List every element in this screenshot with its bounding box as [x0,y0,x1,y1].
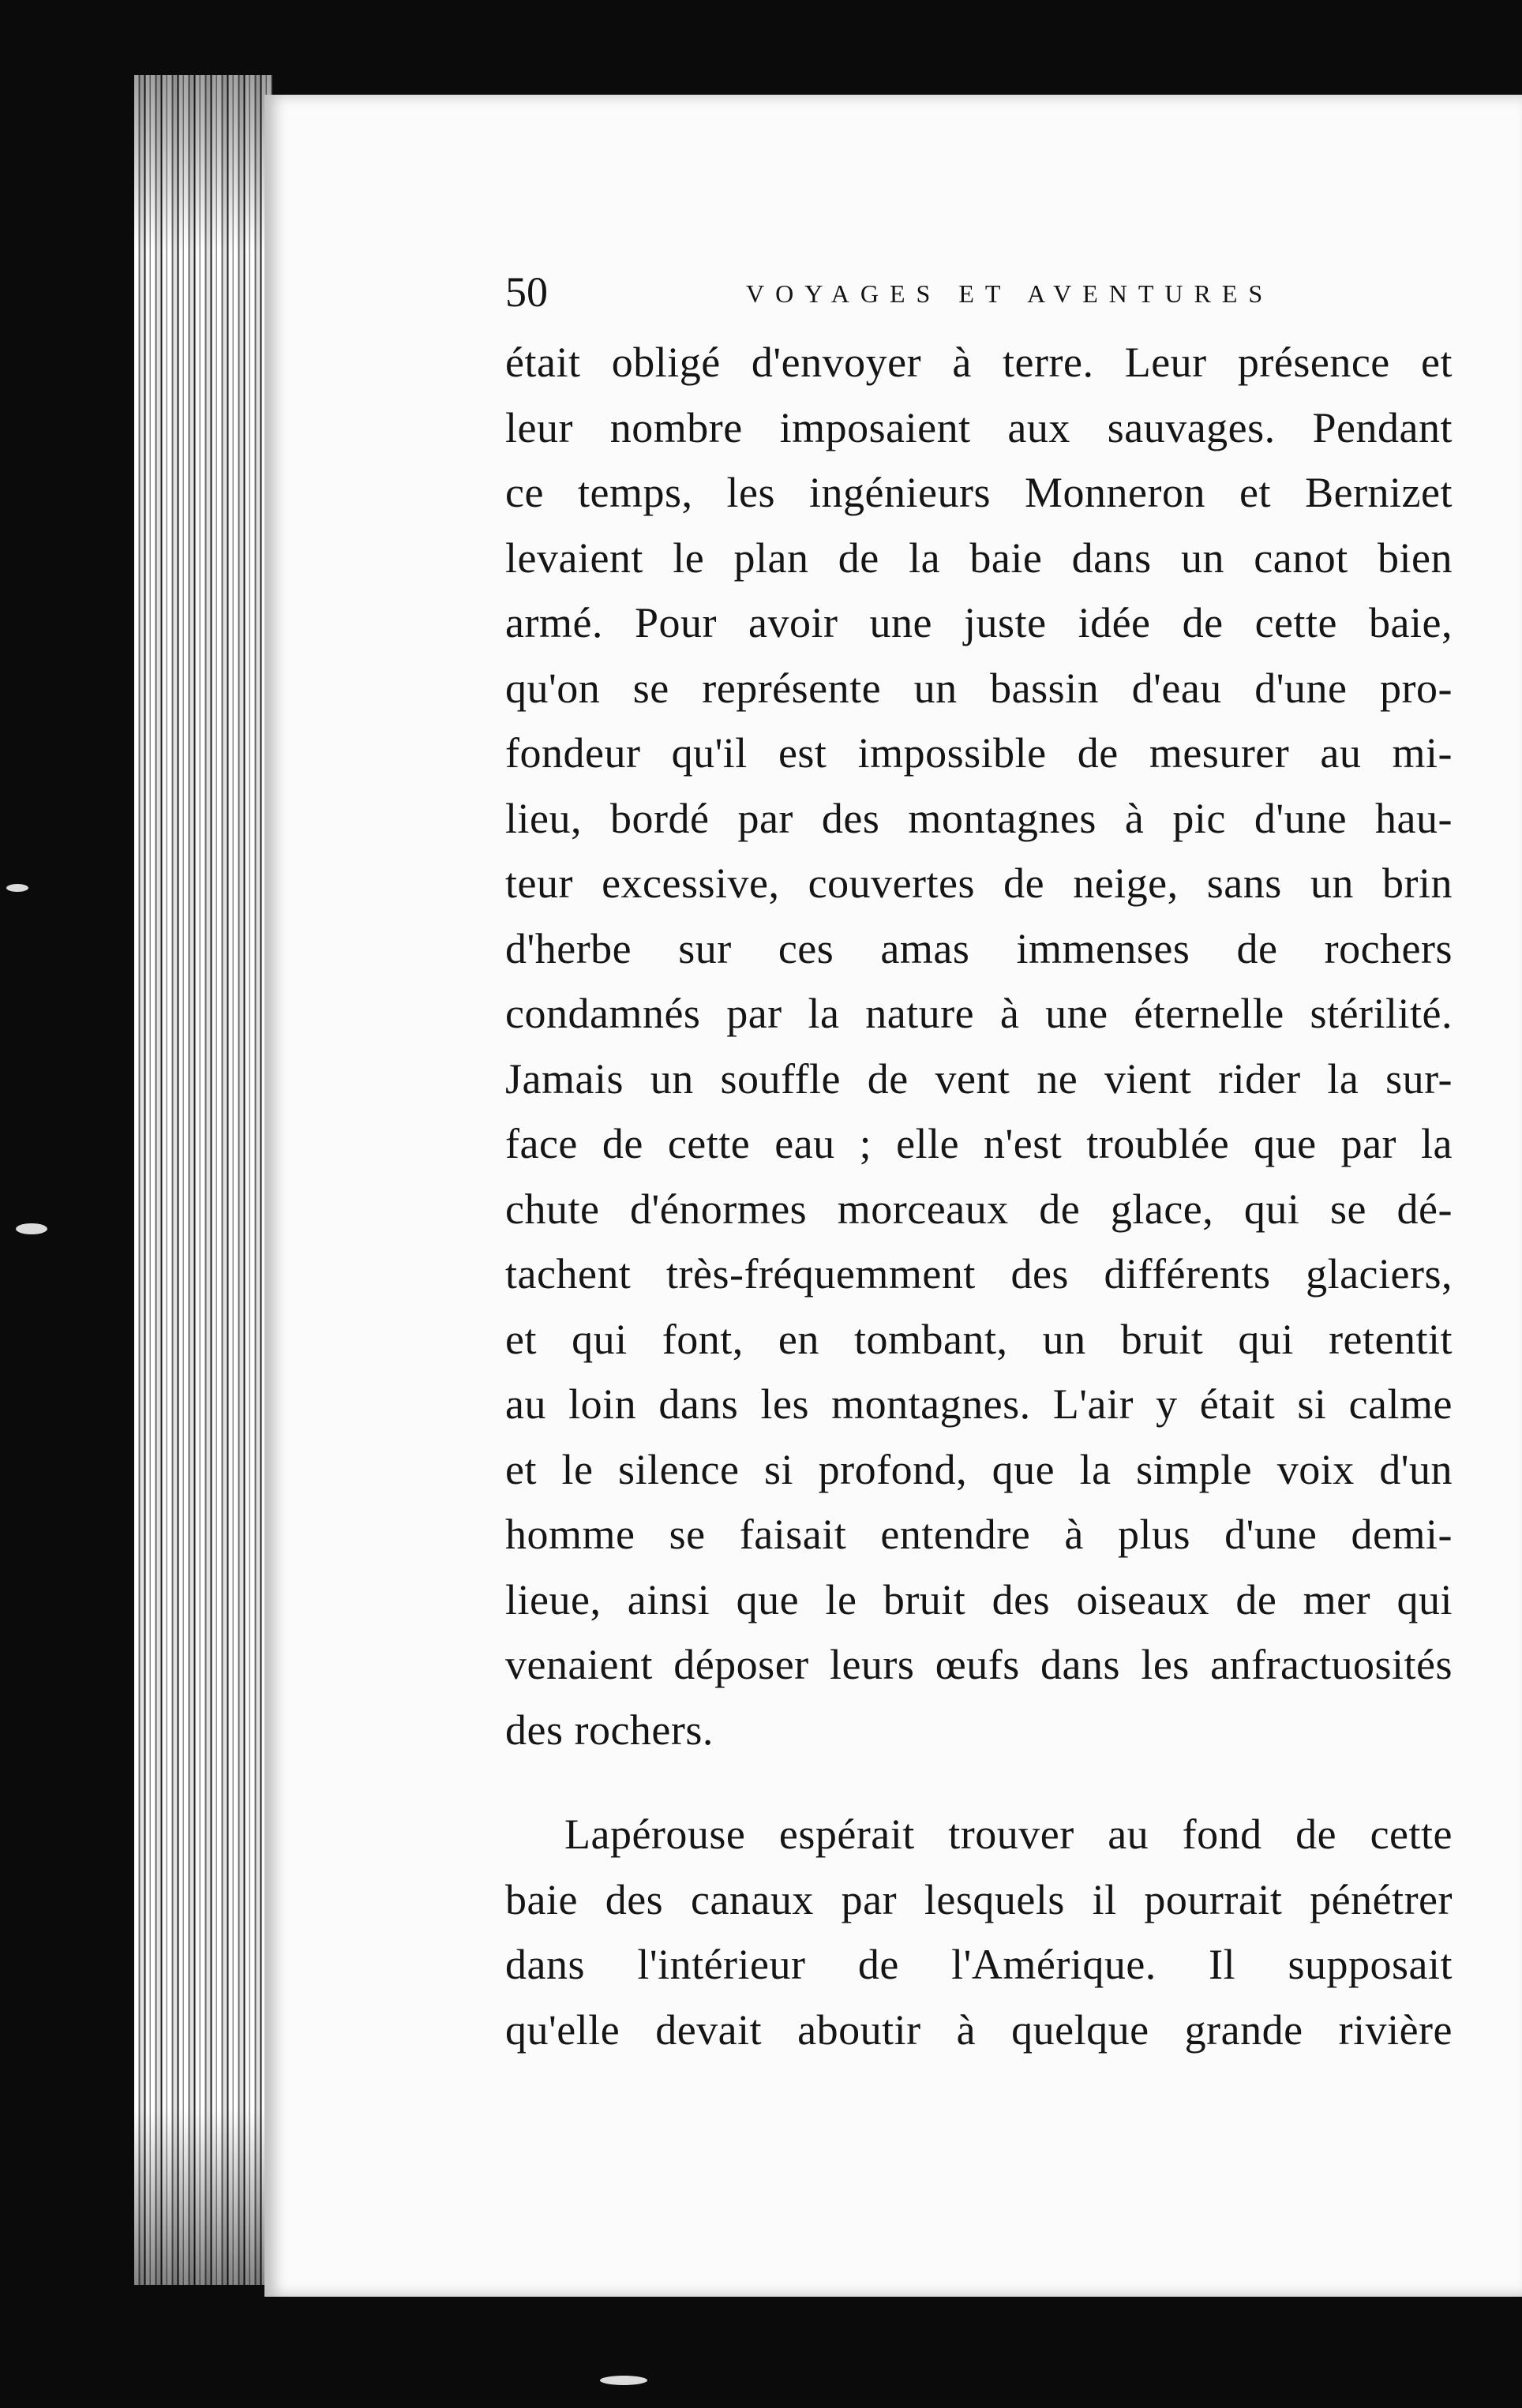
text-line: Lapérouse espérait trouver au fond de cette [564,1811,1453,1858]
text-line: qu'on se représente un bassin d'eau d'une pro- [505,664,1453,712]
text-line: levaient le plan de la baie dans un canot bien [505,534,1453,582]
text-line: qu'elle devait aboutir à quelque grande rivière [505,2005,1453,2054]
text-line: homme se faisait entendre à plus d'une demi- [505,1511,1453,1558]
text-line: Jamais un souffle de vent ne vient rider la sur- [505,1054,1453,1103]
text-line: face de cette eau ; elle n'est troublée que par la [505,1120,1453,1167]
text-line: était obligé d'envoyer à terre. Leur présence et [505,339,1453,386]
text-line: leur nombre imposaient aux sauvages. Pendant [505,403,1453,451]
text-line: teur excessive, couvertes de neige, sans un brin [505,859,1453,907]
page-number: 50 [505,268,548,316]
paragraph-gap [505,1762,1453,1802]
text-line: lieu, bordé par des montagnes à pic d'une hau- [505,794,1453,842]
scan-dust-speck [16,1223,47,1234]
text-line: d'herbe sur ces amas immenses de rochers [505,924,1453,972]
paragraph-1 [505,330,1453,1762]
text-line: baie des canaux par lesquels il pourrait pénétrer [505,1875,1453,1923]
text-line: ce temps, les ingénieurs Monneron et Bernizet [505,469,1453,516]
text-line: dans l'intérieur de l'Amérique. Il supposait [505,1941,1453,1988]
text-line: et le silence si profond, que la simple voix d'un [505,1445,1453,1493]
running-title: VOYAGES ET AVENTURES [746,279,1274,308]
text-line: venaient déposer leurs œufs dans les anfractuosités [505,1641,1453,1688]
text-line: lieue, ainsi que le bruit des oiseaux de mer qui [505,1575,1453,1623]
text-line: et qui font, en tombant, un bruit qui retentit [505,1315,1453,1363]
paragraph-2 [505,1802,1453,2062]
text-line: armé. Pour avoir une juste idée de cette baie, [505,599,1453,646]
scan-dust-speck [600,2376,647,2385]
book-page-edges [134,75,272,2285]
body-text [505,330,1453,2062]
text-line: chute d'énormes morceaux de glace, qui se dé- [505,1185,1453,1233]
text-line: tachent très-fréquemment des différents glaciers, [505,1250,1453,1298]
text-line: condamnés par la nature à une éternelle stérilité. [505,990,1453,1037]
scan-dust-speck [6,884,28,892]
text-line: fondeur qu'il est impossible de mesurer au mi- [505,729,1453,777]
page-header [505,268,1453,331]
text-line: des rochers. [505,1706,714,1754]
text-line: au loin dans les montagnes. L'air y était si calme [505,1380,1453,1428]
